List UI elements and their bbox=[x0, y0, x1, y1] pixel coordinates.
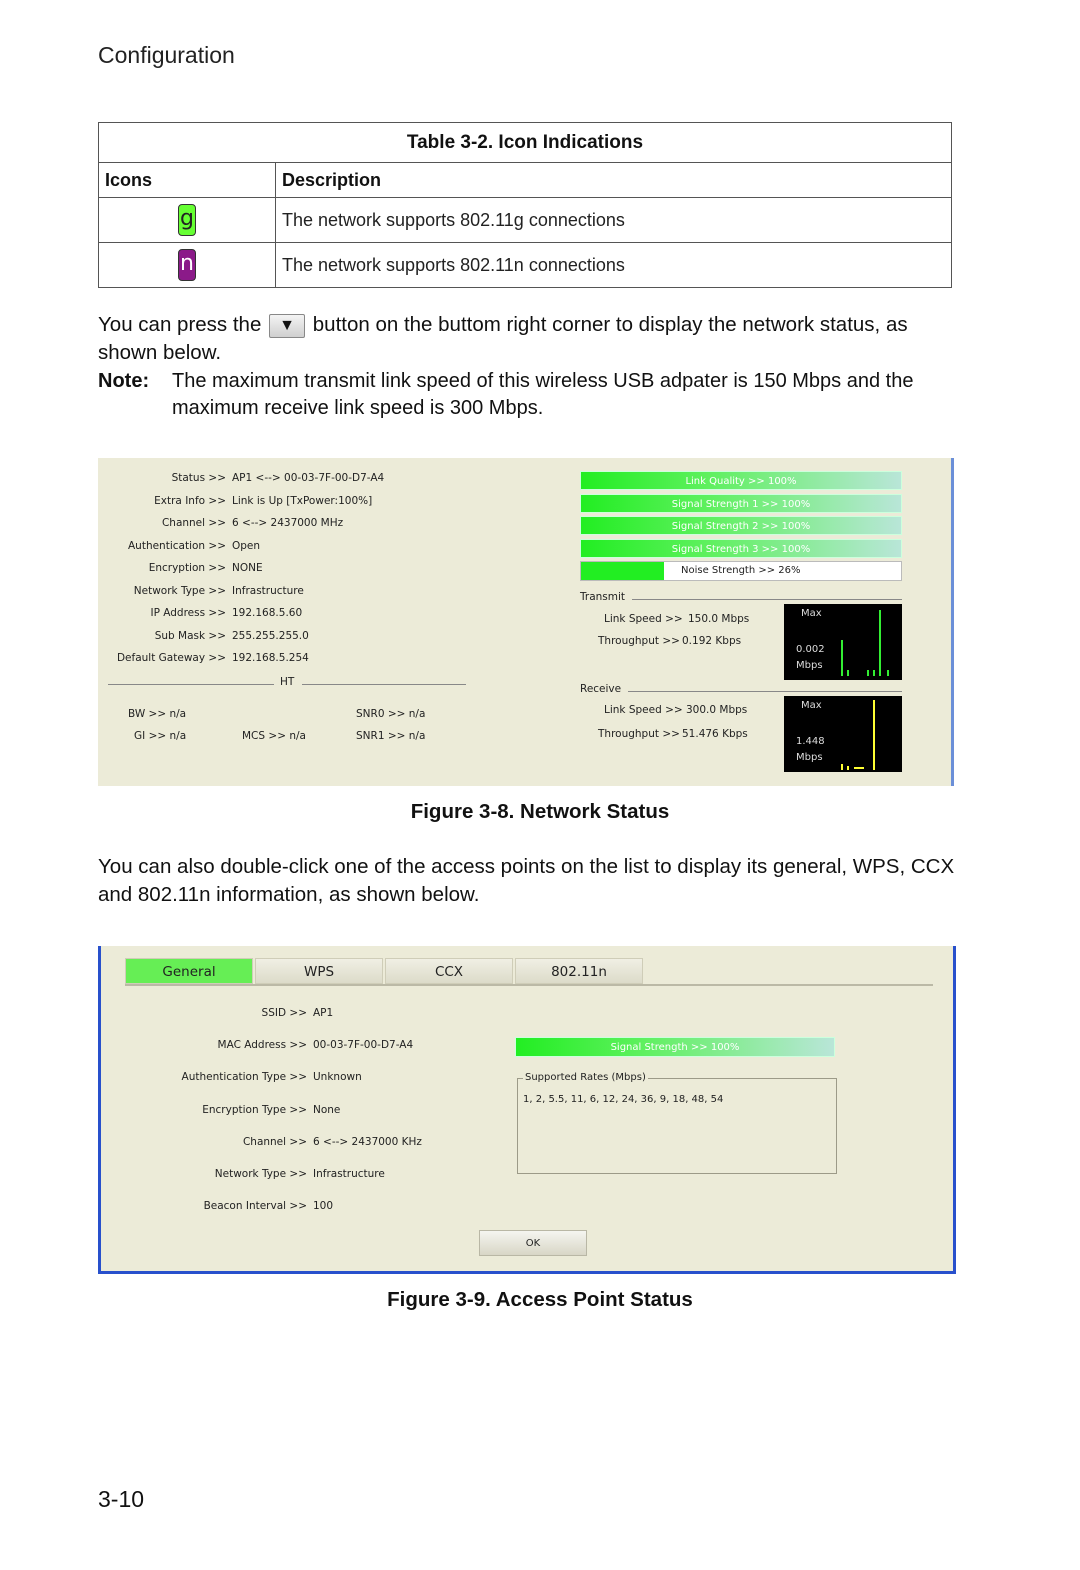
field-key: Encryption Type >> bbox=[202, 1103, 307, 1116]
signal-strength-2-bar: Signal Strength 2 >> 100% bbox=[580, 516, 902, 535]
rx-throughput-key: Throughput >> bbox=[598, 728, 680, 740]
field-value: Link is Up [TxPower:100%] bbox=[232, 494, 373, 507]
signal-strength-bar: Signal Strength >> 100% bbox=[515, 1037, 835, 1057]
table-row bbox=[99, 243, 952, 288]
g-mode-icon: g bbox=[178, 204, 196, 236]
network-status-screenshot bbox=[98, 458, 954, 786]
status-field bbox=[98, 562, 263, 574]
snr1-field: SNR1 >> n/a bbox=[356, 730, 426, 742]
field-value: NONE bbox=[232, 562, 263, 574]
column-header-description: Description bbox=[276, 163, 952, 198]
field-key: SSID >> bbox=[261, 1007, 307, 1019]
field-key: Encryption >> bbox=[148, 562, 226, 574]
noise-strength-bar bbox=[580, 561, 902, 581]
rx-link-speed-value: 300.0 Mbps bbox=[686, 704, 748, 716]
status-field bbox=[98, 495, 372, 507]
field-value: 192.168.5.60 bbox=[232, 607, 303, 619]
supported-rates-list: 1, 2, 5.5, 11, 6, 12, 24, 36, 9, 18, 48, 54 bbox=[523, 1094, 724, 1105]
field-key: Extra Info >> bbox=[154, 494, 226, 507]
row-description: The network supports 802.11n connections bbox=[276, 243, 952, 288]
double-click-paragraph: You can also double-click one of the access points on the list to display its general, WPS, CCX and 802.11n information, as shown below. bbox=[98, 855, 955, 906]
receive-label: Receive bbox=[580, 683, 622, 695]
field-key: Default Gateway >> bbox=[116, 652, 226, 664]
n-mode-icon: n bbox=[178, 249, 196, 281]
signal-strength-1-bar: Signal Strength 1 >> 100% bbox=[580, 494, 902, 513]
receive-graph: Max 1.448 Mbps bbox=[784, 696, 902, 772]
icon-indications-table bbox=[98, 122, 952, 288]
row-description: The network supports 802.11g connections bbox=[276, 198, 952, 243]
field-value: AP1 <--> 00-03-7F-00-D7-A4 bbox=[232, 472, 385, 484]
tab-802-11n[interactable]: 802.11n bbox=[515, 958, 643, 984]
field-key: Sub Mask >> bbox=[154, 629, 226, 642]
ap-field bbox=[101, 1039, 413, 1051]
table-caption: Table 3-2. Icon Indications bbox=[99, 123, 952, 163]
gi-field: GI >> n/a bbox=[134, 730, 187, 742]
ap-field bbox=[101, 1168, 385, 1180]
field-key: IP Address >> bbox=[150, 607, 226, 619]
field-value: 100 bbox=[313, 1200, 334, 1213]
section-header: Configuration bbox=[98, 42, 235, 68]
mcs-field: MCS >> n/a bbox=[242, 730, 306, 742]
field-key: Authentication >> bbox=[127, 539, 226, 552]
ap-field bbox=[101, 1071, 362, 1083]
supported-rates-box bbox=[517, 1078, 837, 1174]
tx-throughput-value: 0.192 Kbps bbox=[682, 635, 742, 647]
tx-link-speed-value: 150.0 Mbps bbox=[688, 613, 750, 625]
ap-field bbox=[101, 1007, 333, 1019]
tab-general[interactable]: General bbox=[125, 958, 253, 984]
field-key: MAC Address >> bbox=[217, 1039, 307, 1052]
field-value: Open bbox=[232, 539, 261, 552]
field-value: AP1 bbox=[313, 1007, 334, 1019]
note-label: Note: bbox=[98, 370, 150, 392]
note bbox=[98, 368, 958, 422]
field-value: 192.168.5.254 bbox=[232, 652, 309, 664]
field-key: Network Type >> bbox=[214, 1168, 307, 1180]
field-value: Infrastructure bbox=[232, 584, 304, 597]
ok-button[interactable]: OK bbox=[479, 1230, 587, 1256]
status-field bbox=[98, 472, 384, 484]
link-quality-bar: Link Quality >> 100% bbox=[580, 471, 902, 490]
field-key: Network Type >> bbox=[133, 584, 226, 597]
page-number: 3-10 bbox=[98, 1486, 145, 1512]
note-text: The maximum transmit link speed of this wireless USB adpater is 150 Mbps and the maximum receive link speed is 300 Mbps. bbox=[172, 370, 914, 419]
tab-ccx[interactable]: CCX bbox=[385, 958, 513, 984]
noise-label: Noise Strength >> 26% bbox=[681, 565, 801, 576]
tab-wps[interactable]: WPS bbox=[255, 958, 383, 984]
field-value: 00-03-7F-00-D7-A4 bbox=[313, 1039, 414, 1052]
ap-field bbox=[101, 1200, 333, 1212]
supported-rates-legend: Supported Rates (Mbps) bbox=[525, 1072, 646, 1083]
tx-link-speed-key: Link Speed >> bbox=[604, 613, 683, 625]
status-field bbox=[98, 607, 302, 619]
instruction-paragraph: You can press the ▼ button on the buttom right corner to display the network status, as shown below. bbox=[98, 313, 908, 364]
figure-3-8-caption: Figure 3-8. Network Status bbox=[410, 800, 670, 823]
table-row bbox=[99, 198, 952, 243]
status-field bbox=[98, 517, 343, 529]
snr0-field: SNR0 >> n/a bbox=[356, 708, 426, 720]
rx-throughput-value: 51.476 Kbps bbox=[682, 728, 748, 740]
field-value: 6 <--> 2437000 MHz bbox=[232, 517, 344, 529]
field-key: Channel >> bbox=[242, 1135, 307, 1148]
field-value: 255.255.255.0 bbox=[232, 629, 309, 642]
field-key: Beacon Interval >> bbox=[203, 1200, 307, 1213]
field-value: None bbox=[313, 1103, 341, 1116]
column-header-icons: Icons bbox=[99, 163, 276, 198]
ap-field bbox=[101, 1136, 422, 1148]
status-field bbox=[98, 585, 304, 597]
field-value: Infrastructure bbox=[313, 1168, 385, 1180]
signal-strength-3-bar: Signal Strength 3 >> 100% bbox=[580, 539, 902, 558]
field-key: Authentication Type >> bbox=[181, 1071, 307, 1084]
ht-group-label: HT bbox=[280, 676, 295, 688]
transmit-graph: Max 0.002 Mbps bbox=[784, 604, 902, 680]
rx-link-speed-key: Link Speed >> bbox=[604, 704, 683, 716]
status-field bbox=[98, 652, 309, 664]
field-value: Unknown bbox=[313, 1071, 362, 1084]
field-value: 6 <--> 2437000 KHz bbox=[313, 1135, 422, 1148]
bw-field: BW >> n/a bbox=[128, 708, 187, 720]
transmit-label: Transmit bbox=[580, 591, 626, 603]
expand-arrow-icon: ▼ bbox=[269, 314, 305, 338]
access-point-status-screenshot bbox=[98, 946, 956, 1274]
status-field bbox=[98, 630, 309, 642]
noise-level-fill bbox=[581, 562, 664, 580]
figure-3-9-caption: Figure 3-9. Access Point Status bbox=[387, 1288, 693, 1311]
ap-field bbox=[101, 1104, 340, 1116]
status-field bbox=[98, 540, 260, 552]
tx-throughput-key: Throughput >> bbox=[598, 635, 680, 647]
field-key: Channel >> bbox=[161, 517, 226, 529]
field-key: Status >> bbox=[171, 472, 226, 484]
